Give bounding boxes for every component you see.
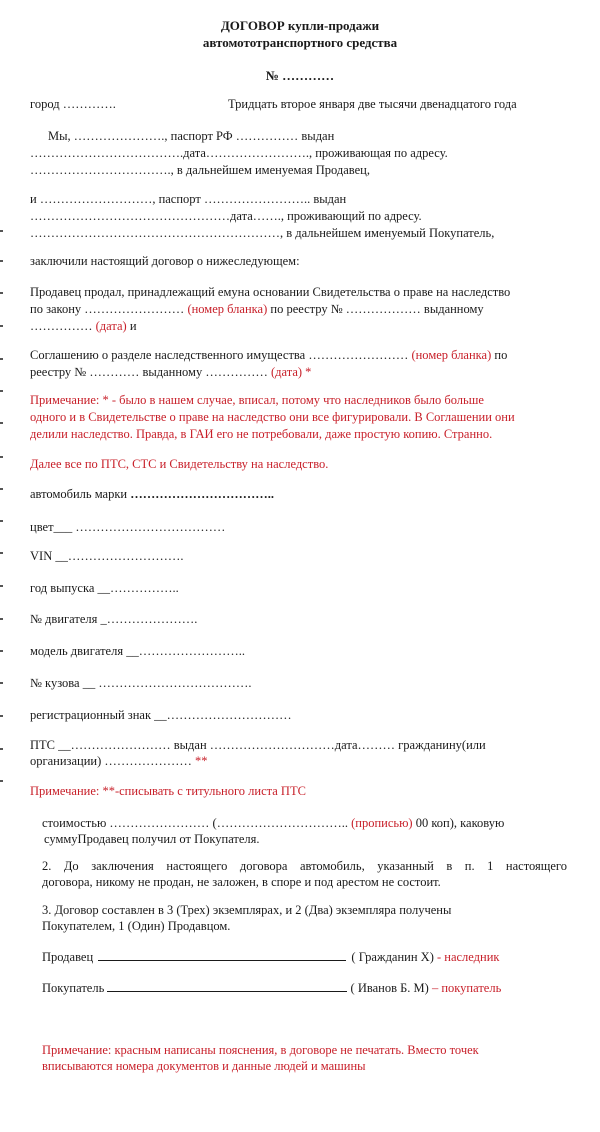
seller-label: Продавец <box>42 950 94 964</box>
seller-name: ( Гражданин Х) <box>351 950 434 964</box>
blank-number-hint: (номер бланка) <box>187 302 268 316</box>
reg-sign-field: регистрационный знак __………………………… <box>30 708 292 722</box>
sold-line3-a: …………… <box>30 319 93 333</box>
party2-line2: …………………………………………дата……., проживающий по адресу. <box>30 209 422 223</box>
seller-signature-row <box>42 950 500 966</box>
clause3-line1: 3. Договор составлен в 3 (Трех) экземплярах, и 2 (Два) экземпляра получены <box>42 903 452 917</box>
pts-line2 <box>30 754 208 770</box>
cost-line1 <box>42 816 504 832</box>
note1-line2: одного и в Свидетельстве о праве на наследство они все фигурировали. В Соглашении они <box>30 410 515 424</box>
seller-role: - наследник <box>436 950 500 964</box>
note1-line1: Примечание: * - было в нашем случае, вписал, потому что наследников было больше <box>30 393 484 407</box>
body-number-field: № кузова __ ………………………………. <box>30 676 252 690</box>
buyer-label: Покупатель <box>42 981 105 995</box>
agreement-line1 <box>30 348 507 364</box>
party1-line3: ……………………………., в дальнейшем именуемая Продавец, <box>30 163 370 177</box>
city-field: город …………. <box>30 97 116 111</box>
note3-line1: Примечание: красным написаны пояснения, в договоре не печатать. Вместо точек <box>42 1043 479 1057</box>
contract-number: № ………… <box>265 68 335 83</box>
buyer-name: ( Иванов Б. М) <box>350 981 429 995</box>
sold-line1: Продавец продал, принадлежащий емуна основании Свидетельства о праве на наследство <box>30 285 511 299</box>
party1-line1: Мы, …………………., паспорт РФ …………… выдан <box>48 129 335 143</box>
agreement-line2-a: реестру № ………… выданному …………… <box>30 365 268 379</box>
sold-line3-b: и <box>129 319 137 333</box>
cost-line1-b: 00 коп), каковую <box>415 816 505 830</box>
contract-date: Тридцать второе января две тысячи двенадцатого года <box>228 97 517 111</box>
agreement-date-hint: (дата) * <box>270 365 312 379</box>
in-words-hint: (прописью) <box>351 816 413 830</box>
pts-marker: ** <box>195 754 208 768</box>
note-next: Далее все по ПТС, СТС и Свидетельству на наследство. <box>30 457 329 471</box>
vin-field: VIN __………………………. <box>30 549 184 563</box>
note2: Примечание: **-списывать с титульного листа ПТС <box>30 784 306 798</box>
color-field: цвет___ ……………………………… <box>30 520 226 534</box>
party2-line3: ……………………………………………………, в дальнейшем именуемый Покупатель, <box>30 226 495 240</box>
sold-line2 <box>30 302 484 318</box>
scan-edge-marks <box>0 230 4 790</box>
brand-dots: …………………………….. <box>130 487 274 501</box>
cost-line2: суммуПродавец получил от Покупателя. <box>44 832 260 846</box>
agreement-line1-b: по <box>494 348 508 362</box>
agreement-blank-hint: (номер бланка) <box>411 348 492 362</box>
engine-number-field: № двигателя _…………………. <box>30 612 198 626</box>
date-hint: (дата) <box>95 319 127 333</box>
sold-line3 <box>30 319 137 335</box>
year-field: год выпуска __…………….. <box>30 581 179 595</box>
sold-line2-a: по закону …………………… <box>30 302 185 316</box>
agreement-line1-a: Соглашению о разделе наследственного имущества …………………… <box>30 348 409 362</box>
note3-line2: вписываются номера документов и данные людей и машины <box>42 1059 366 1073</box>
clause2-line2: договора, никому не продан, не заложен, в споре и под арестом не состоит. <box>42 875 441 889</box>
title-line-1: ДОГОВОР купли-продажи <box>220 18 380 33</box>
seller-signature-line <box>98 950 346 961</box>
party1-line2: ……………………………….дата……………………., проживающая по адресу. <box>30 146 448 160</box>
brand-field <box>30 487 274 503</box>
clause3-line2: Покупателем, 1 (Один) Продавцом. <box>42 919 231 933</box>
pts-line1: ПТС __…………………… выдан …………………………дата……… гражданину(или <box>30 738 486 752</box>
party2-line1: и ………………………, паспорт …………………….. выдан <box>30 192 347 206</box>
buyer-role: – покупатель <box>431 981 502 995</box>
concluded-line: заключили настоящий договор о нижеследующем: <box>30 254 300 268</box>
cost-line1-a: стоимостью …………………… (………………………….. <box>42 816 348 830</box>
buyer-signature-line <box>107 981 347 992</box>
brand-label: автомобиль марки <box>30 487 128 501</box>
sold-line2-b: по реестру № ……………… выданному <box>270 302 484 316</box>
note1-line3: делили наследство. Правда, в ГАИ его не потребовали, даже простую копию. Странно. <box>30 427 493 441</box>
pts-line2-a: организации) ………………… <box>30 754 192 768</box>
clause2-line1: 2. До заключения настоящего договора автомобиль, указанный в п. 1 настоящего <box>42 859 567 873</box>
engine-model-field: модель двигателя __…………………….. <box>30 644 245 658</box>
title-line-2: автомототранспортного средства <box>202 35 398 50</box>
buyer-signature-row <box>42 981 501 997</box>
agreement-line2 <box>30 365 311 381</box>
